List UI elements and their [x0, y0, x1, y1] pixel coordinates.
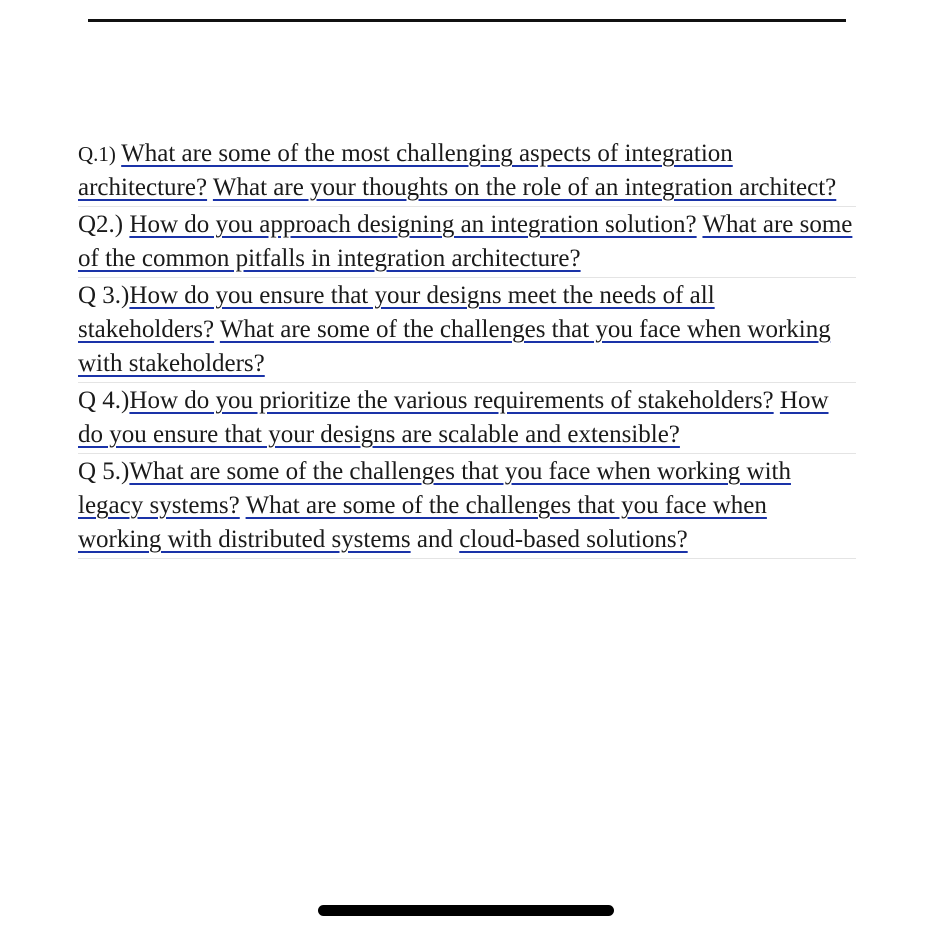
home-indicator[interactable] [318, 905, 614, 916]
question-link[interactable]: What are your thoughts on the role of an integration architect? [212, 174, 837, 201]
question-item-3 [78, 279, 856, 383]
question-label: Q2.) [78, 211, 130, 238]
question-label: Q 4.) [78, 387, 130, 414]
question-item-4 [78, 384, 856, 454]
question-label: Q.1) [78, 142, 122, 166]
question-label: Q 5.) [78, 458, 130, 485]
question-link[interactable]: cloud-based solutions? [459, 526, 688, 553]
question-list [78, 137, 856, 560]
top-divider [88, 19, 846, 22]
question-item-2 [78, 208, 856, 278]
question-link[interactable]: What are some of the most challenging aspects of integration architecture? [78, 140, 733, 201]
question-link[interactable]: What are some of the challenges that you face when working with legacy systems? [78, 458, 791, 519]
question-item-1 [78, 137, 856, 207]
question-link[interactable]: What are some of the challenges that you face when working with stakeholders? [78, 316, 831, 377]
question-link[interactable]: What are some of the common pitfalls in integration architecture? [78, 211, 853, 272]
question-connector: and [410, 526, 460, 553]
question-label: Q 3.) [78, 282, 130, 309]
question-link[interactable]: How do you ensure that your designs meet the needs of all stakeholders? [78, 282, 715, 343]
question-link[interactable]: How do you ensure that your designs are scalable and extensible? [78, 387, 829, 448]
question-link[interactable]: What are some of the challenges that you face when working with distributed systems [78, 492, 767, 553]
question-link[interactable]: How do you prioritize the various requirements of stakeholders? [129, 387, 774, 414]
question-link[interactable]: How do you approach designing an integration solution? [129, 211, 697, 238]
question-item-5 [78, 455, 856, 559]
